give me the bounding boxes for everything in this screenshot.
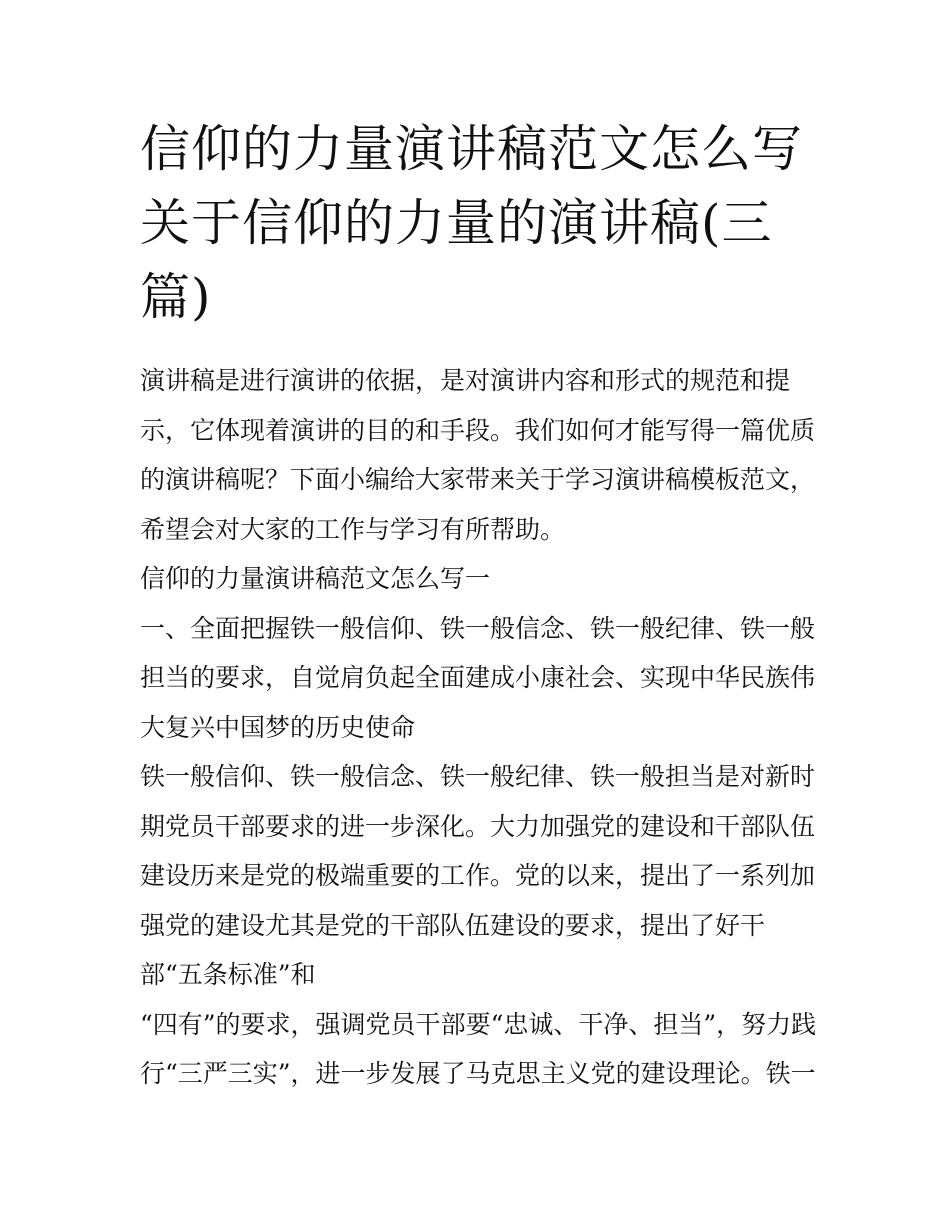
document-body (140, 356, 830, 1099)
body-line: 一、全面把握铁一般信仰、铁一般信念、铁一般纪律、铁一般 (140, 613, 816, 643)
title-line: 关于信仰的力量的演讲稿(三 (140, 194, 773, 252)
document-title (140, 112, 820, 334)
body-line: 担当的要求，自觉肩负起全面建成小康社会、实现中华民族伟 (140, 663, 816, 692)
body-line: 示，它体现着演讲的目的和手段。我们如何才能写得一篇优质 (140, 415, 816, 445)
body-line: 的演讲稿呢？下面小编给大家带来关于学习演讲稿模板范文， (140, 465, 816, 494)
section-heading: 信仰的力量演讲稿范文怎么写一 (140, 564, 491, 593)
title-line: 信仰的力量演讲稿范文怎么写 (140, 120, 803, 178)
body-line: “四有”的要求，强调党员干部要“忠诚、干净、担当”，努力践 (140, 1009, 817, 1039)
body-line: 希望会对大家的工作与学习有所帮助。 (140, 514, 566, 544)
body-line: 强党的建设尤其是党的干部队伍建设的要求，提出了好干 (140, 910, 766, 940)
body-line: 铁一般信仰、铁一般信念、铁一般纪律、铁一般担当是对新时 (140, 762, 816, 791)
title-line: 篇) (140, 268, 212, 326)
body-line: 期党员干部要求的进一步深化。大力加强党的建设和干部队伍 (140, 811, 816, 841)
body-line: 大复兴中国梦的历史使命 (140, 712, 416, 742)
body-line: 部“五条标准”和 (140, 960, 316, 989)
body-line: 演讲稿是进行演讲的依据，是对演讲内容和形式的规范和提 (140, 366, 791, 395)
body-line: 行“三严三实”，进一步发展了马克思主义党的建设理论。铁一 (140, 1059, 816, 1088)
body-line: 建设历来是党的极端重要的工作。党的以来，提出了一系列加 (140, 861, 816, 890)
